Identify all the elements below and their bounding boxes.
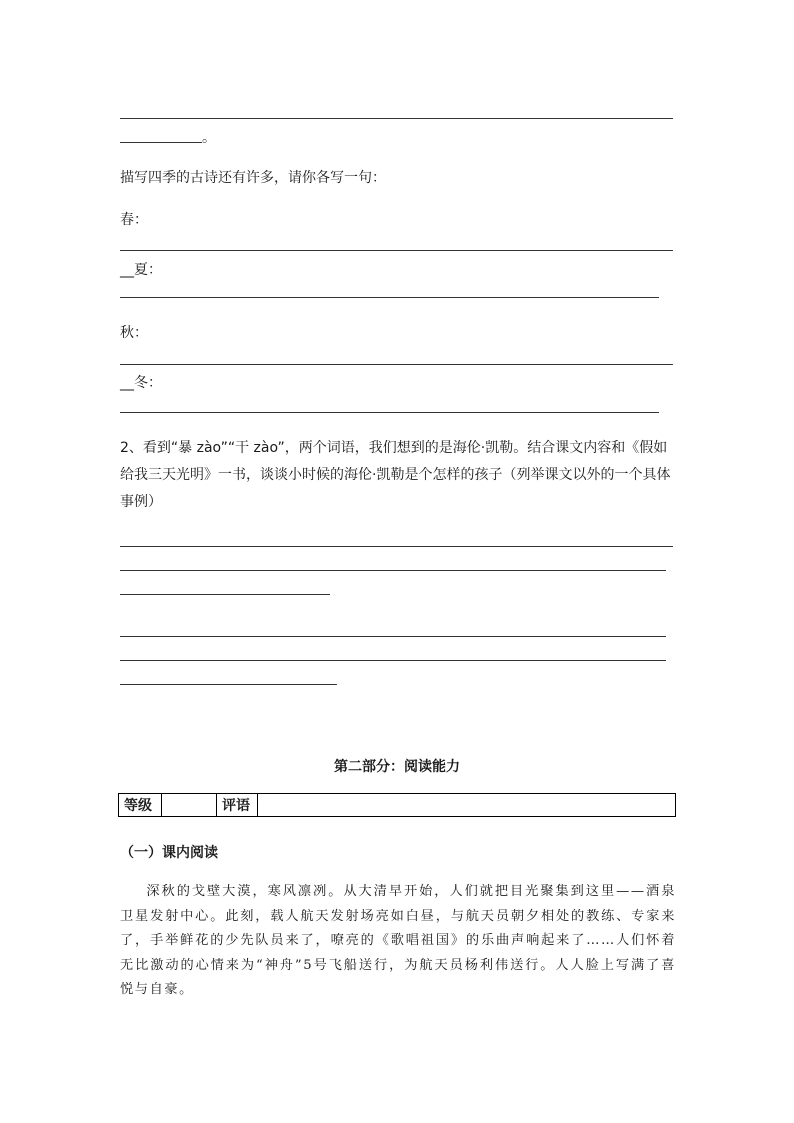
- grade-label: 等级: [119, 794, 162, 817]
- question-2: 2、看到“暴 zào”“干 zào”，两个词语，我们想到的是海伦·凯勒。结合课文内容和《假如给我三天光明》一书，谈谈小时候的海伦·凯勒是个怎样的孩子（列举课文以外的一个具体事例）: [120, 440, 671, 510]
- answer-line-autumn[interactable]: [120, 364, 673, 365]
- season-label-winter: __冬：: [120, 375, 162, 391]
- answer-line[interactable]: [120, 546, 673, 547]
- answer-line[interactable]: [120, 570, 666, 571]
- answer-line[interactable]: [120, 594, 330, 595]
- answer-line[interactable]: [120, 684, 337, 685]
- section-heading: （一）课内阅读: [120, 845, 218, 861]
- answer-line[interactable]: [120, 142, 202, 143]
- season-prompt: 描写四季的古诗还有许多，请你各写一句：: [120, 170, 386, 186]
- season-label-autumn: 秋：: [120, 325, 148, 341]
- answer-line-summer[interactable]: [120, 297, 659, 298]
- period-mark: 。: [202, 130, 216, 146]
- answer-line[interactable]: [120, 660, 666, 661]
- part-title: 第二部分：阅读能力: [334, 759, 460, 775]
- answer-line-spring[interactable]: [120, 250, 673, 251]
- answer-line[interactable]: [120, 636, 666, 637]
- answer-line[interactable]: [120, 118, 673, 119]
- grade-field[interactable]: [162, 794, 217, 817]
- season-label-spring: 春：: [120, 212, 148, 228]
- reading-passage: 深秋的戈壁大漠，寒风凛冽。从大清早开始，人们就把目光聚集到这里——酒泉卫星发射中心。此刻，载人航天发射场亮如白昼，与航天员朝夕相处的教练、专家来了，手举鲜花的少先队员来了，嘹亮的《歌唱祖国》的乐曲声响起来了……人们怀着无比激动的心情来为“神舟”5号飞船送行，为航天员杨利伟送行。人人脸上写满了喜悦与自豪。: [120, 884, 676, 998]
- grade-table: [118, 793, 676, 817]
- answer-line-winter[interactable]: [120, 412, 659, 413]
- comment-label: 评语: [217, 794, 258, 817]
- season-label-summer: __夏：: [120, 262, 162, 278]
- comment-field[interactable]: [258, 794, 676, 817]
